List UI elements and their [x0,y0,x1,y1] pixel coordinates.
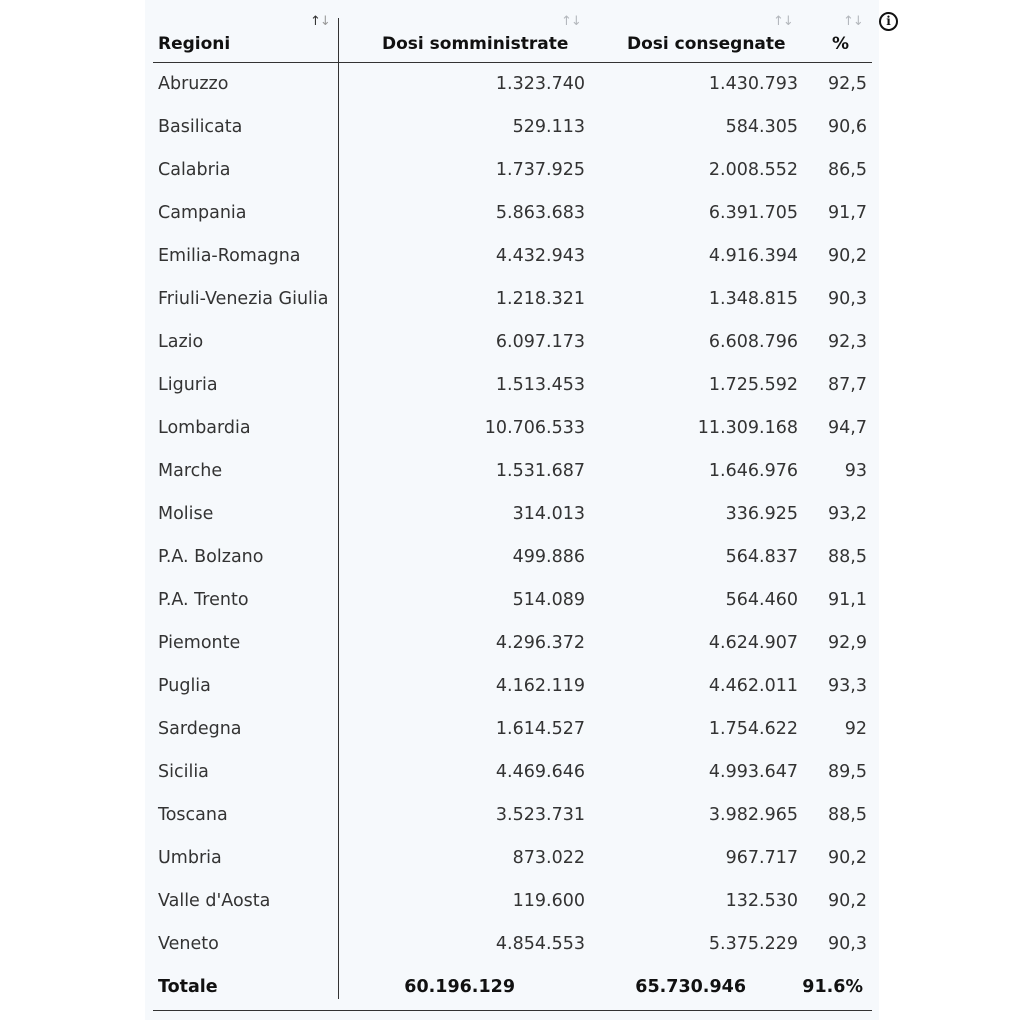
cell-percent: 90,3 [828,289,867,309]
cell-percent: 90,6 [828,117,867,137]
cell-dosi-somministrate: 4.469.646 [495,762,585,782]
sort-asc-icon: ↑ [561,14,571,29]
sort-asc-icon: ↑ [843,14,853,29]
cell-dosi-consegnate: 967.717 [725,848,798,868]
cell-dosi-somministrate: 873.022 [512,848,585,868]
cell-dosi-consegnate: 5.375.229 [708,934,798,954]
cell-dosi-consegnate: 2.008.552 [708,160,798,180]
cell-dosi-consegnate: 584.305 [725,117,798,137]
cell-region-name: Sardegna [158,719,242,739]
cell-dosi-somministrate: 4.432.943 [495,246,585,266]
cell-dosi-consegnate: 1.725.592 [708,375,798,395]
cell-dosi-somministrate: 5.863.683 [495,203,585,223]
table-row [153,837,872,880]
cell-percent: 92,5 [828,74,867,94]
table-row [153,364,872,407]
cell-region-name: Campania [158,203,247,223]
cell-percent: 91,7 [828,203,867,223]
cell-dosi-somministrate: 1.323.740 [495,74,585,94]
column-header-regioni[interactable]: Regioni [158,34,231,54]
cell-region-name: Molise [158,504,214,524]
cell-percent: 90,2 [828,891,867,911]
table-row [153,579,872,622]
cell-dosi-somministrate: 499.886 [512,547,585,567]
sort-asc-icon: ↑ [310,14,320,29]
info-icon[interactable]: i [879,12,898,31]
cell-percent: 93,3 [828,676,867,696]
cell-percent: 87,7 [828,375,867,395]
cell-dosi-somministrate: 514.089 [512,590,585,610]
cell-percent: 88,5 [828,547,867,567]
cell-percent: 86,5 [828,160,867,180]
cell-region-name: P.A. Trento [158,590,249,610]
cell-region-name: Abruzzo [158,74,229,94]
cell-percent: 90,2 [828,246,867,266]
cell-percent: 90,2 [828,848,867,868]
table-row [153,622,872,665]
cell-region-name: Marche [158,461,223,481]
cell-dosi-somministrate: 1.513.453 [495,375,585,395]
cell-region-name: Sicilia [158,762,209,782]
cell-percent: 88,5 [828,805,867,825]
cell-dosi-somministrate: 1.218.321 [495,289,585,309]
table-header [153,0,872,63]
table-row [153,321,872,364]
cell-dosi-somministrate: 4.162.119 [495,676,585,696]
cell-dosi-somministrate: 314.013 [512,504,585,524]
cell-dosi-somministrate: 6.097.173 [495,332,585,352]
cell-dosi-somministrate: 1.737.925 [495,160,585,180]
regions-table [153,0,872,1011]
table-row [153,708,872,751]
table-row [153,106,872,149]
cell-dosi-consegnate: 3.982.965 [708,805,798,825]
table-row [153,751,872,794]
table-row [153,63,872,106]
cell-dosi-consegnate: 6.608.796 [708,332,798,352]
total-label: Totale [158,977,218,997]
cell-region-name: P.A. Bolzano [158,547,264,567]
cell-region-name: Lazio [158,332,204,352]
cell-dosi-consegnate: 4.993.647 [708,762,798,782]
cell-region-name: Friuli-Venezia Giulia [158,289,329,309]
sort-toggle-regioni[interactable] [310,14,330,29]
cell-dosi-consegnate: 1.348.815 [708,289,798,309]
table-row [153,923,872,966]
table-row [153,536,872,579]
cell-percent: 94,7 [828,418,867,438]
column-header-dosi-somministrate[interactable]: Dosi somministrate [382,34,569,54]
cell-dosi-somministrate: 119.600 [512,891,585,911]
cell-dosi-somministrate: 4.296.372 [495,633,585,653]
cell-region-name: Toscana [158,805,228,825]
table-row [153,235,872,278]
total-dosi-consegnate: 65.730.946 [635,977,746,997]
sort-asc-icon: ↑ [773,14,783,29]
cell-percent: 89,5 [828,762,867,782]
cell-region-name: Umbria [158,848,222,868]
table-row [153,493,872,536]
table-row [153,450,872,493]
cell-dosi-consegnate: 336.925 [725,504,798,524]
total-percent: 91.6% [802,977,863,997]
sort-toggle-dosi-consegnate[interactable] [773,14,793,29]
table-row [153,278,872,321]
cell-percent: 91,1 [828,590,867,610]
table-row [153,407,872,450]
table-row [153,192,872,235]
cell-dosi-consegnate: 4.916.394 [708,246,798,266]
sort-desc-icon: ↓ [319,14,330,29]
cell-dosi-consegnate: 4.462.011 [708,676,798,696]
cell-region-name: Liguria [158,375,218,395]
cell-dosi-consegnate: 1.646.976 [708,461,798,481]
cell-dosi-consegnate: 4.624.907 [708,633,798,653]
cell-percent: 92,9 [828,633,867,653]
cell-dosi-somministrate: 10.706.533 [484,418,585,438]
table-body [153,63,872,966]
cell-dosi-consegnate: 1.430.793 [708,74,798,94]
table-row [153,794,872,837]
cell-dosi-consegnate: 564.837 [725,547,798,567]
column-header-dosi-consegnate[interactable]: Dosi consegnate [627,34,786,54]
sort-desc-icon: ↓ [852,14,863,29]
table-total-row [153,966,872,1011]
cell-region-name: Lombardia [158,418,251,438]
cell-dosi-consegnate: 11.309.168 [697,418,798,438]
sort-toggle-percent[interactable] [843,14,863,29]
cell-dosi-somministrate: 529.113 [512,117,585,137]
cell-region-name: Calabria [158,160,231,180]
cell-dosi-consegnate: 132.530 [725,891,798,911]
total-dosi-somministrate: 60.196.129 [404,977,515,997]
cell-region-name: Piemonte [158,633,241,653]
cell-dosi-somministrate: 3.523.731 [495,805,585,825]
column-header-percent[interactable]: % [832,34,850,54]
cell-dosi-somministrate: 4.854.553 [495,934,585,954]
cell-dosi-consegnate: 564.460 [725,590,798,610]
cell-dosi-somministrate: 1.614.527 [495,719,585,739]
cell-percent: 92,3 [828,332,867,352]
cell-percent: 93 [844,461,867,481]
column-divider [338,18,339,999]
cell-dosi-consegnate: 6.391.705 [708,203,798,223]
table-row [153,665,872,708]
cell-region-name: Emilia-Romagna [158,246,301,266]
cell-dosi-consegnate: 1.754.622 [708,719,798,739]
cell-region-name: Basilicata [158,117,243,137]
cell-region-name: Valle d'Aosta [158,891,271,911]
sort-toggle-dosi-somministrate[interactable] [561,14,581,29]
table-row [153,880,872,923]
table-row [153,149,872,192]
cell-region-name: Veneto [158,934,219,954]
cell-percent: 92 [844,719,867,739]
cell-percent: 93,2 [828,504,867,524]
sort-desc-icon: ↓ [782,14,793,29]
cell-region-name: Puglia [158,676,211,696]
sort-desc-icon: ↓ [570,14,581,29]
cell-dosi-somministrate: 1.531.687 [495,461,585,481]
cell-percent: 90,3 [828,934,867,954]
